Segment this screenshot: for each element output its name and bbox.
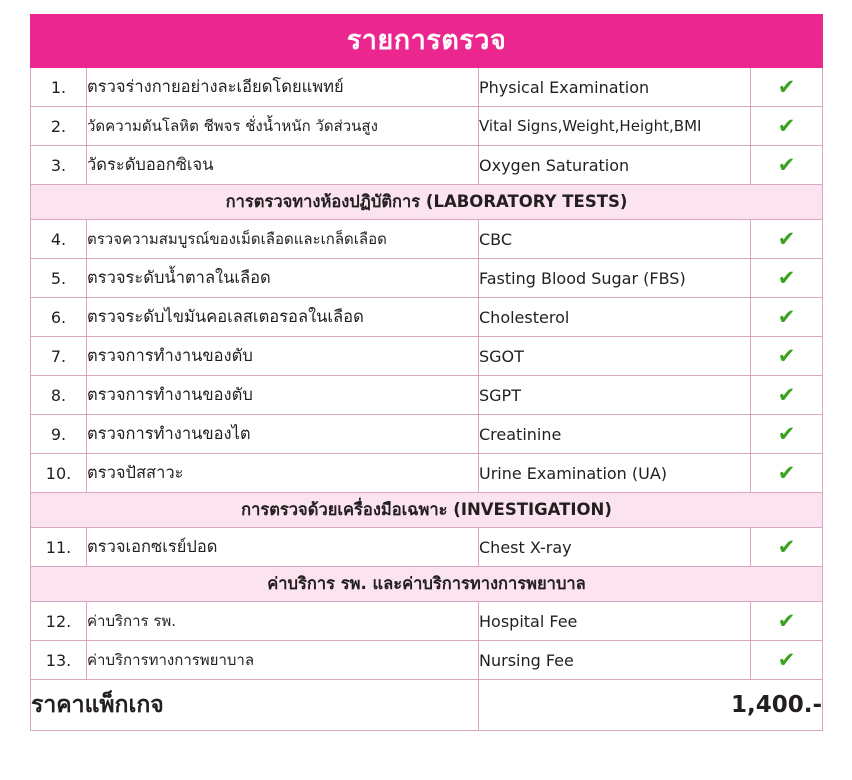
check-icon: ✔: [777, 461, 796, 485]
row-english-label: Creatinine: [479, 415, 751, 454]
row-thai-label: ตรวจระดับน้ำตาลในเลือด: [87, 259, 479, 298]
table-row: [31, 146, 823, 185]
check-icon: ✔: [777, 305, 796, 329]
row-check-cell: [751, 107, 823, 146]
row-check-cell: [751, 68, 823, 107]
row-number: 12.: [31, 602, 87, 641]
table-row: [31, 415, 823, 454]
table-row: [31, 107, 823, 146]
row-number: 10.: [31, 454, 87, 493]
check-icon: ✔: [777, 422, 796, 446]
table-row: [31, 298, 823, 337]
table-row: [31, 528, 823, 567]
row-thai-label: ตรวจความสมบูรณ์ของเม็ดเลือดและเกล็ดเลือด: [87, 220, 479, 259]
row-english-label: SGPT: [479, 376, 751, 415]
check-icon: ✔: [777, 344, 796, 368]
row-number: 3.: [31, 146, 87, 185]
row-thai-label: ตรวจเอกซเรย์ปอด: [87, 528, 479, 567]
row-check-cell: [751, 220, 823, 259]
row-check-cell: [751, 602, 823, 641]
row-thai-label: ตรวจระดับไขมันคอเลสเตอรอลในเลือด: [87, 298, 479, 337]
check-icon: ✔: [777, 609, 796, 633]
row-check-cell: [751, 454, 823, 493]
row-thai-label: วัดระดับออกซิเจน: [87, 146, 479, 185]
row-number: 11.: [31, 528, 87, 567]
table-row: [31, 68, 823, 107]
row-thai-label: ตรวจร่างกายอย่างละเอียดโดยแพทย์: [87, 68, 479, 107]
row-english-label: Vital Signs,Weight,Height,BMI: [479, 107, 751, 146]
row-english-label: Oxygen Saturation: [479, 146, 751, 185]
package-price-label: ราคาแพ็กเกจ: [31, 680, 479, 731]
table-row: [31, 220, 823, 259]
row-thai-label: ตรวจการทำงานของไต: [87, 415, 479, 454]
row-number: 2.: [31, 107, 87, 146]
section-row-investigation: [31, 493, 823, 528]
row-number: 4.: [31, 220, 87, 259]
check-icon: ✔: [777, 114, 796, 138]
checkup-table: [30, 14, 823, 731]
row-english-label: Cholesterol: [479, 298, 751, 337]
row-thai-label: ตรวจการทำงานของตับ: [87, 376, 479, 415]
check-icon: ✔: [777, 648, 796, 672]
row-thai-label: ค่าบริการทางการพยาบาล: [87, 641, 479, 680]
section-row-fees: [31, 567, 823, 602]
section-label: การตรวจด้วยเครื่องมือเฉพาะ (INVESTIGATION): [31, 493, 823, 528]
row-english-label: CBC: [479, 220, 751, 259]
section-row-laboratory: [31, 185, 823, 220]
check-icon: ✔: [777, 153, 796, 177]
row-number: 5.: [31, 259, 87, 298]
row-english-label: Urine Examination (UA): [479, 454, 751, 493]
row-check-cell: [751, 146, 823, 185]
row-check-cell: [751, 641, 823, 680]
package-price-row: [31, 680, 823, 731]
row-thai-label: ตรวจการทำงานของตับ: [87, 337, 479, 376]
row-check-cell: [751, 259, 823, 298]
table-row: [31, 641, 823, 680]
row-thai-label: ค่าบริการ รพ.: [87, 602, 479, 641]
row-english-label: Hospital Fee: [479, 602, 751, 641]
section-label: การตรวจทางห้องปฏิบัติการ (LABORATORY TESTS): [31, 185, 823, 220]
row-thai-label: วัดความดันโลหิต ชีพจร ชั่งน้ำหนัก วัดส่วนสูง: [87, 107, 479, 146]
row-english-label: Chest X-ray: [479, 528, 751, 567]
package-price-value: 1,400.-: [479, 680, 823, 731]
check-icon: ✔: [777, 383, 796, 407]
table-row: [31, 602, 823, 641]
section-label: ค่าบริการ รพ. และค่าบริการทางการพยาบาล: [31, 567, 823, 602]
row-check-cell: [751, 337, 823, 376]
check-icon: ✔: [777, 266, 796, 290]
row-check-cell: [751, 376, 823, 415]
row-english-label: SGOT: [479, 337, 751, 376]
row-number: 13.: [31, 641, 87, 680]
table-row: [31, 454, 823, 493]
row-number: 6.: [31, 298, 87, 337]
row-check-cell: [751, 298, 823, 337]
checkup-table-body: [31, 15, 823, 731]
table-row: [31, 259, 823, 298]
row-english-label: Fasting Blood Sugar (FBS): [479, 259, 751, 298]
table-row: [31, 376, 823, 415]
row-number: 1.: [31, 68, 87, 107]
row-number: 8.: [31, 376, 87, 415]
check-icon: ✔: [777, 75, 796, 99]
header-cell: [31, 15, 823, 68]
table-row: [31, 337, 823, 376]
row-number: 7.: [31, 337, 87, 376]
table-header-row: [31, 15, 823, 68]
row-check-cell: [751, 415, 823, 454]
row-english-label: Physical Examination: [479, 68, 751, 107]
row-number: 9.: [31, 415, 87, 454]
page-title: รายการตรวจ: [346, 25, 507, 56]
check-icon: ✔: [777, 535, 796, 559]
row-english-label: Nursing Fee: [479, 641, 751, 680]
row-check-cell: [751, 528, 823, 567]
check-icon: ✔: [777, 227, 796, 251]
row-thai-label: ตรวจปัสสาวะ: [87, 454, 479, 493]
